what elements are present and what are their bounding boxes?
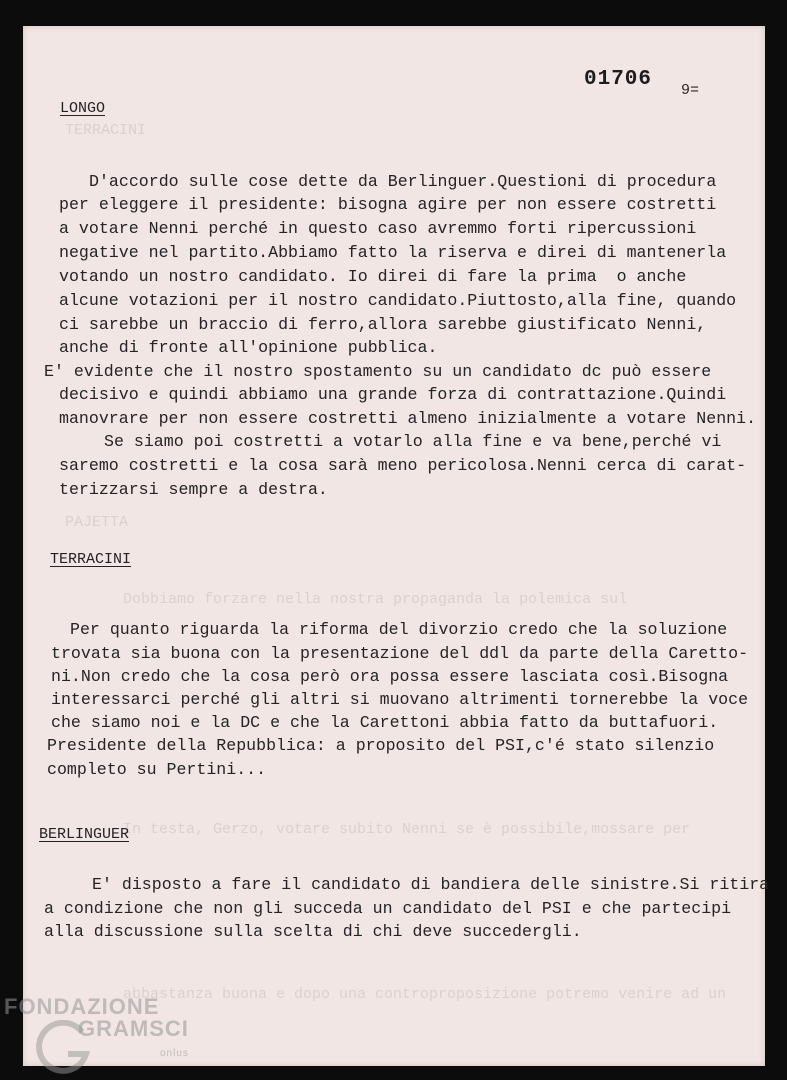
text-line: a condizione che non gli succeda un candidato del PSI e che partecipi (44, 899, 732, 918)
text-line: alcune votazioni per il nostro candidato.Piuttosto,alla fine, quando (59, 291, 737, 310)
show-through-text: Dobbiamo forzare nella nostra propaganda la polemica sul (123, 591, 628, 608)
section-heading-longo: LONGO (60, 100, 106, 117)
text-line: trovata sia buona con la presentazione del ddl da parte della Caretto- (51, 644, 749, 663)
text-line: manovrare per non essere costretti almeno inizialmente a votare Nenni. (59, 409, 757, 428)
text-line: terizzarsi sempre a destra. (59, 480, 328, 499)
text-line: Se siamo poi costretti a votarlo alla fine e va bene,perché vi (104, 432, 722, 451)
text-line: saremo costretti e la cosa sarà meno pericolosa.Nenni cerca di carat- (59, 456, 747, 475)
watermark-line2: GRAMSCI (78, 1016, 189, 1041)
text-line: per eleggere il presidente: bisogna agire per non essere costretti (59, 195, 717, 214)
text-line: alla discussione sulla scelta di chi deve succedergli. (44, 922, 582, 941)
page-marker: 9= (681, 82, 700, 99)
text-line: E' disposto a fare il candidato di bandiera delle sinistre.Si ritira (92, 875, 770, 894)
text-line: votando un nostro candidato. Io direi di fare la prima o anche (59, 267, 687, 286)
text-line: E' evidente che il nostro spostamento su un candidato dc può essere (44, 362, 712, 381)
show-through-text: In testa, Gerzo, votare subito Nenni se è possibile,mossare per (123, 821, 691, 838)
text-line: a votare Nenni perché in questo caso avremmo forti ripercussioni (59, 219, 697, 238)
document-number: 01706 (584, 68, 653, 91)
text-line: decisivo e quindi abbiamo una grande forza di contrattazione.Quindi (59, 385, 727, 404)
text-line: ni.Non credo che la cosa però ora possa essere lasciata così.Bisogna (51, 667, 729, 686)
section-heading-berlinguer: BERLINGUER (39, 826, 130, 843)
show-through-text: TERRACINI (65, 122, 147, 139)
document-page (23, 26, 770, 1066)
text-line: interessarci perché gli altri si muovano altrimenti tornerebbe la voce (51, 690, 749, 709)
text-line: D'accordo sulle cose dette da Berlinguer.Questioni di procedura (89, 172, 717, 191)
section-heading-terracini: TERRACINI (50, 551, 132, 568)
text-line: Per quanto riguarda la riforma del divorzio credo che la soluzione (70, 620, 728, 639)
show-through-text: abbastanza buona e dopo una controproposizione potremo venire ad un (123, 986, 727, 1003)
text-line: negative nel partito.Abbiamo fatto la riserva e direi di mantenerla (59, 243, 727, 262)
text-line: che siamo noi e la DC e che la Carettoni abbia fatto da buttafuori. (51, 713, 719, 732)
text-line: ci sarebbe un braccio di ferro,allora sarebbe giustificato Nenni, (59, 315, 707, 334)
fondazione-gramsci-watermark (4, 994, 204, 1080)
text-line: anche di fronte all'opinione pubblica. (59, 338, 438, 357)
text-line: Presidente della Repubblica: a proposito del PSI,c'é stato silenzio (47, 736, 715, 755)
show-through-text: PAJETTA (65, 514, 129, 531)
watermark-suffix: onlus (160, 1048, 189, 1059)
text-line: completo su Pertini... (47, 760, 267, 779)
watermark-line1: FONDAZIONE (4, 994, 160, 1019)
